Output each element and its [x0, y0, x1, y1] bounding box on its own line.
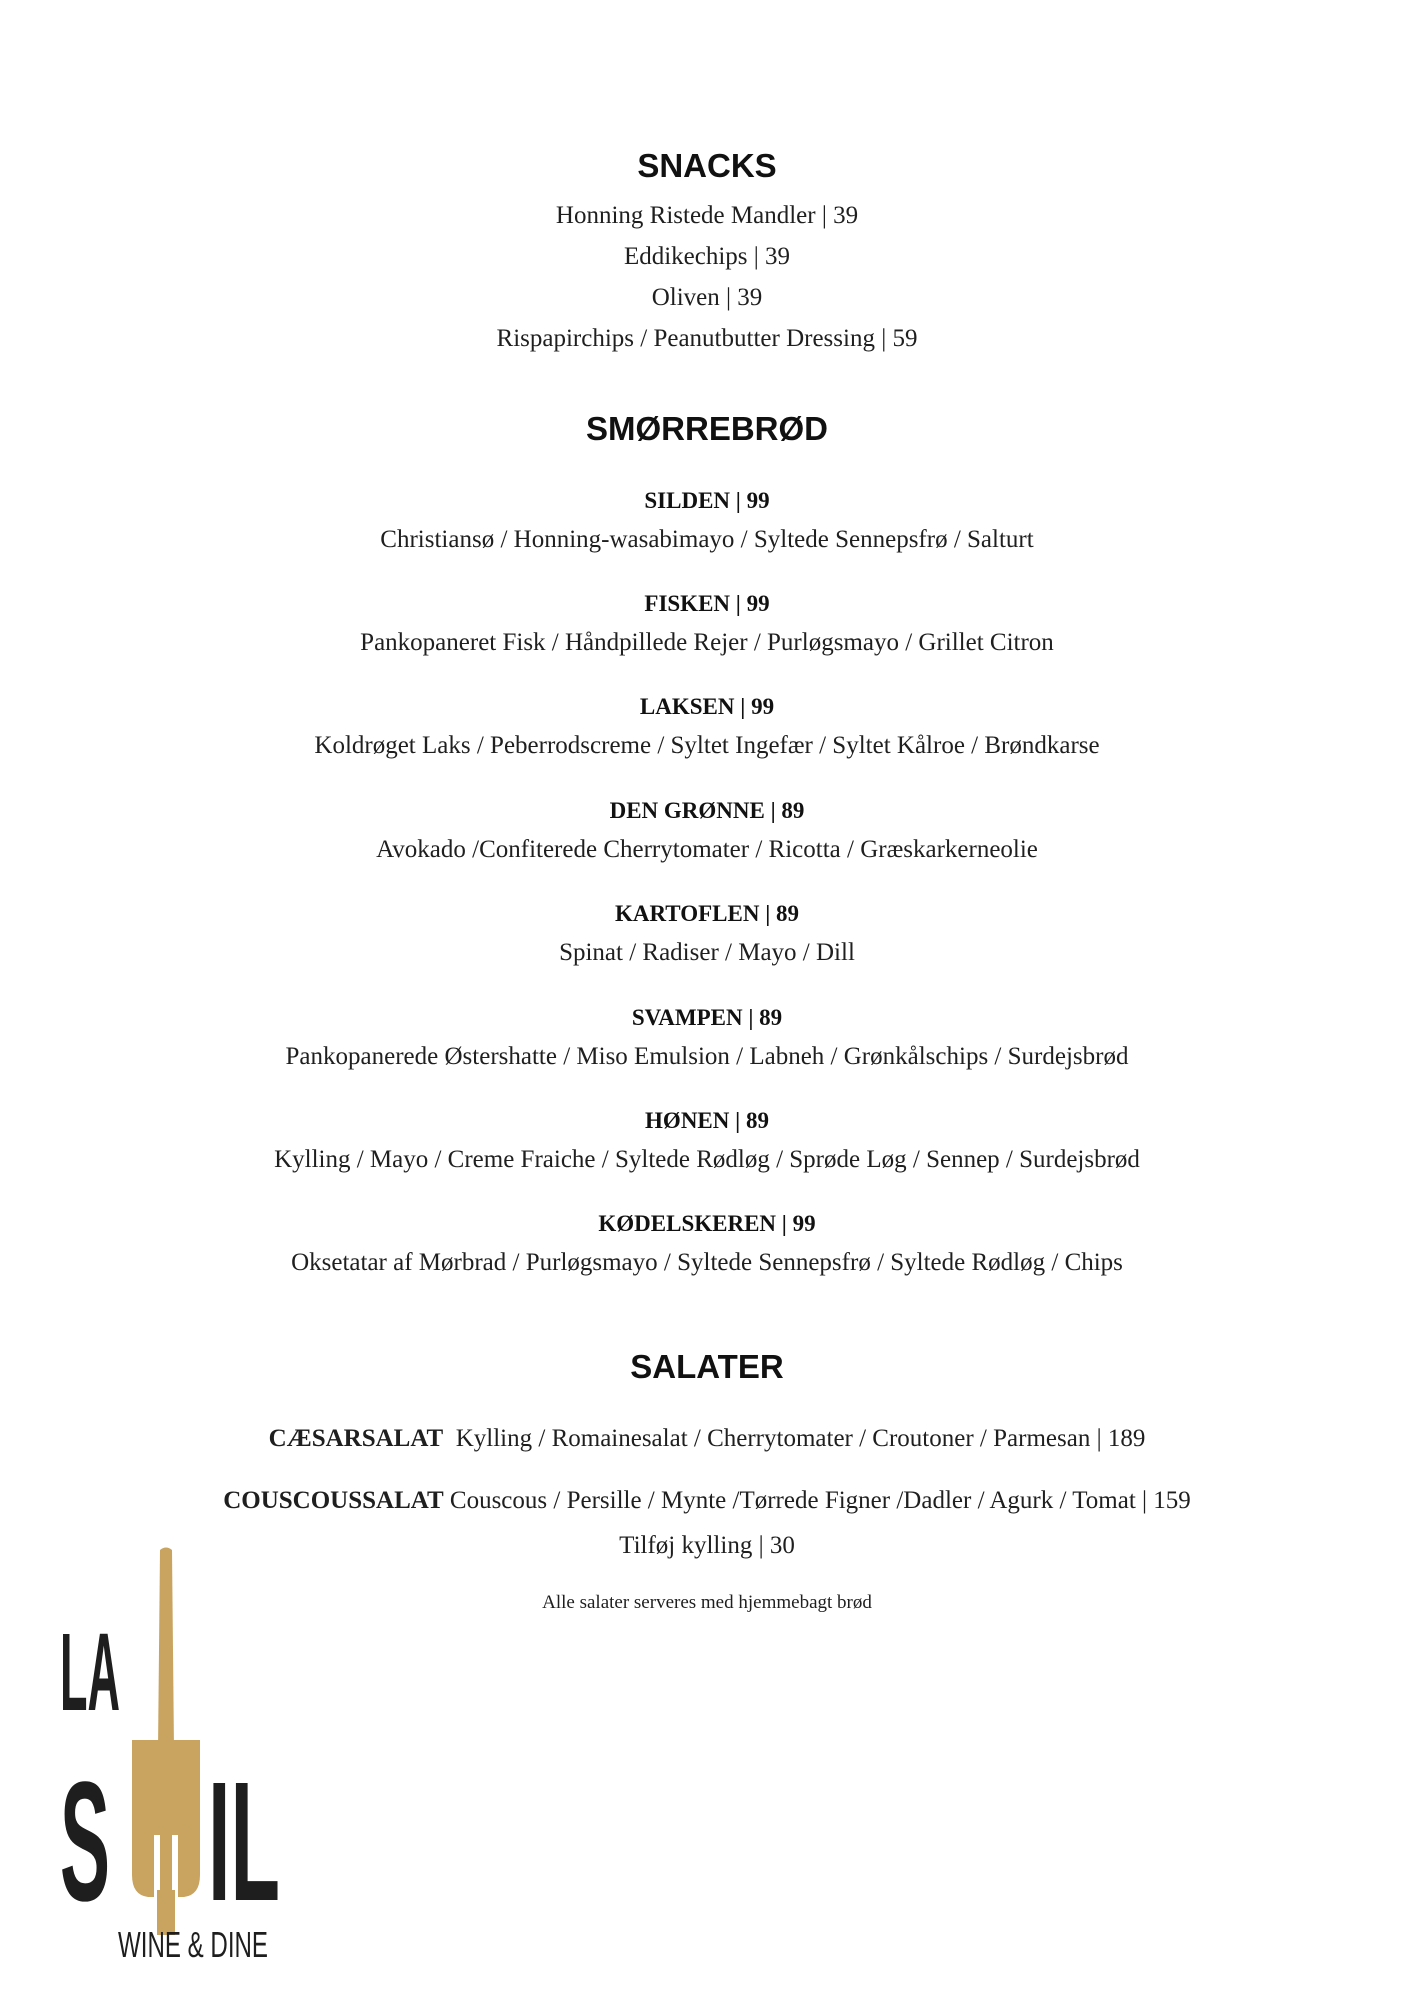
salad-description: Couscous / Persille / Mynte /Tørrede Figner /Dadler / Agurk / Tomat | 159	[449, 1487, 1191, 1514]
section-title-salater: SALATER	[630, 1348, 784, 1385]
salad-description: Kylling / Romainesalat / Cherrytomater / Croutoner / Parmesan | 189	[455, 1425, 1146, 1452]
logo-tagline: WINE & DINE	[118, 1924, 268, 1965]
dish-name-kodelskeren: KØDELSKEREN | 99	[598, 1211, 816, 1236]
dish-name-den-gronne: DEN GRØNNE | 89	[609, 798, 805, 823]
dish-description: Pankopanerede Østershatte / Miso Emulsion / Labneh / Grønkålschips / Surdejsbrød	[285, 1043, 1129, 1070]
dish-description: Avokado /Confiterede Cherrytomater / Ricotta / Græskarkerneolie	[376, 836, 1038, 863]
la-smil-logo	[60, 1545, 290, 1965]
snack-item: Honning Ristede Mandler | 39	[555, 202, 859, 229]
dish-name-kartoflen: KARTOFLEN | 89	[614, 901, 800, 926]
section-title-smorrebrod: SMØRREBRØD	[585, 410, 828, 447]
section-title-snacks: SNACKS	[637, 147, 777, 184]
salad-name: CÆSARSALAT	[268, 1425, 444, 1452]
salad-addon: Tilføj kylling | 30	[619, 1532, 795, 1559]
dish-name-honen: HØNEN | 89	[645, 1108, 769, 1133]
dish-name-svampen: SVAMPEN | 89	[631, 1005, 783, 1030]
dish-name-laksen: LAKSEN | 99	[639, 694, 775, 719]
dish-description: Oksetatar af Mørbrad / Purløgsmayo / Syltede Sennepsfrø / Syltede Rødløg / Chips	[291, 1249, 1123, 1276]
fork-icon	[132, 1548, 200, 1936]
dish-description: Spinat / Radiser / Mayo / Dill	[559, 939, 855, 966]
svg-text:IL: IL	[208, 1747, 280, 1937]
salad-item	[0, 1484, 1414, 1518]
salad-note: Alle salater serveres med hjemmebagt brød	[542, 1592, 872, 1613]
svg-text:LA: LA	[60, 1611, 120, 1734]
dish-name-silden: SILDEN | 99	[644, 488, 770, 513]
svg-text:S: S	[60, 1747, 110, 1937]
dish-description: Kylling / Mayo / Creme Fraiche / Syltede Rødløg / Sprøde Løg / Sennep / Surdejsbrød	[274, 1146, 1140, 1173]
salad-name: COUSCOUSSALAT	[223, 1487, 444, 1514]
snack-item: Rispapirchips / Peanutbutter Dressing | 59	[496, 325, 918, 352]
dish-description: Koldrøget Laks / Peberrodscreme / Syltet Ingefær / Syltet Kålroe / Brøndkarse	[314, 732, 1100, 759]
salad-item	[0, 1422, 1414, 1456]
dish-description: Pankopaneret Fisk / Håndpillede Rejer / Purløgsmayo / Grillet Citron	[360, 629, 1054, 656]
dish-description: Christiansø / Honning-wasabimayo / Syltede Sennepsfrø / Salturt	[380, 526, 1034, 553]
snack-item: Eddikechips | 39	[623, 243, 791, 270]
dish-name-fisken: FISKEN | 99	[644, 591, 770, 616]
snack-item: Oliven | 39	[651, 284, 763, 311]
logo-la	[60, 1611, 120, 1734]
